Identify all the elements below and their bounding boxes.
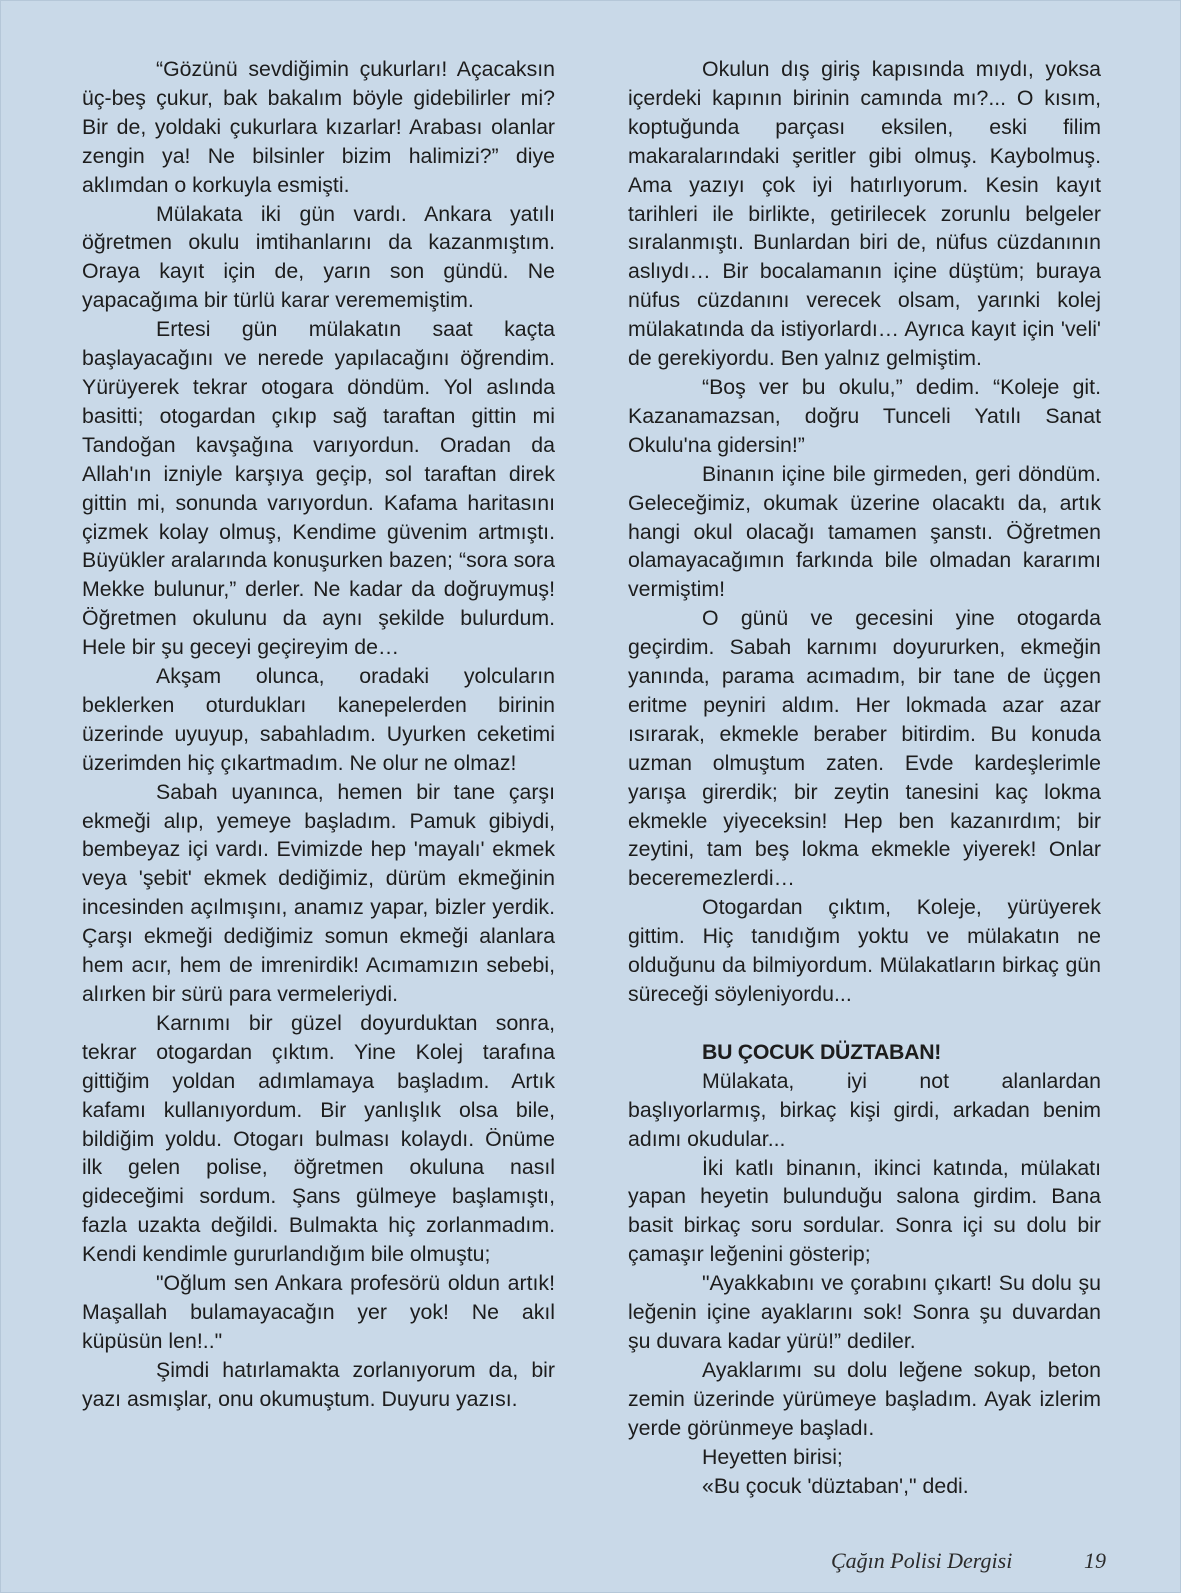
left-column <box>82 55 555 1414</box>
paragraph: “Gözünü sevdiğimin çukurları! Açacaksın üç-beş çukur, bak bakalım böyle gidebilirler mi? Bir de, yoldaki çukurlara kızarlar! Arabası olanlar zengin ya! Ne bilsinler bizim halimizi?” diye aklımdan o korkuyla esmişti. <box>82 57 555 197</box>
paragraph: Ayaklarımı su dolu leğene sokup, beton zemin üzerinde yürümeye başladım. Ayak izlerim yerde görünmeye başladı. <box>628 1357 1101 1440</box>
paragraph: Mülakata, iyi not alanlardan başlıyorlarmış, birkaç kişi girdi, arkadan benim adımı okudular... <box>628 1068 1101 1151</box>
paragraph: "Oğlum sen Ankara profesörü oldun artık! Maşallah bulamayacağın yer yok! Ne akıl küpüsün len!.." <box>82 1271 555 1353</box>
paragraph: "Ayakkabını ve çorabını çıkart! Su dolu şu leğenin içine ayaklarını sok! Sonra şu duvardan şu duvara kadar yürü!” dediler. <box>628 1271 1101 1353</box>
paragraph: Otogardan çıktım, Koleje, yürüyerek gittim. Hiç tanıdığım yoktu ve mülakatın ne olduğunu da bilmiyordum. Mülakatların birkaç gün süreceği söyleniyordu... <box>628 895 1101 1006</box>
paragraph: Heyetten birisi; <box>702 1444 843 1469</box>
paragraph: Ertesi gün mülakatın saat kaçta başlayacağını ve nerede yapılacağını öğrendim. Yürüyerek tekrar otogara döndüm. Yol aslında basitti; otogardan çıkıp sağ taraftan gittin mi Tandoğan kavşağına varıyordun. Oradan da Allah'ın izniyle karşıya geçip, sol taraftan direk gittin mi, sonunda varıyordun. Kafama haritasını çizmek kolay olmuş, Kendime güvenim artmıştı. Büyükler aralarında konuşurken bazen; “sora sora Mekke bulunur,” derler. Ne kadar da doğruymuş! Öğretmen okulunu da aynı şekilde bulurdum. Hele bir şu geceyi geçireyim de… <box>82 317 555 660</box>
footer-magazine-name: Çağın Polisi Dergisi <box>831 1548 1013 1573</box>
footer-page-number: 19 <box>1084 1548 1106 1573</box>
paragraph: «Bu çocuk 'düztaban'," dedi. <box>702 1473 969 1498</box>
right-column <box>628 55 1101 1500</box>
paragraph: Sabah uyanınca, hemen bir tane çarşı ekmeği alıp, yemeye başladım. Pamuk gibiydi, bembeyaz içi vardı. Evimizde hep 'mayalı' ekmek veya 'şebit' ekmek dediğimiz, dürüm ekmeğinin incesinden açılmışını, anamız yapar, bizler yerdik. Çarşı ekmeği dediğimiz somun ekmeği alanlara hem acır, hem de imrenirdik! Acımamızın sebebi, alırken bir sürü para vermeleriydi. <box>82 779 555 1006</box>
paragraph: Akşam olunca, oradaki yolcuların beklerken oturdukları kanepelerden birinin üzerinde uyuyup, sabahladım. Uyurken ceketimi üzerimden hiç çıkartmadım. Ne olur ne olmaz! <box>82 664 555 775</box>
paragraph: “Boş ver bu okulu,” dedim. “Koleje git. Kazanamazsan, doğru Tunceli Yatılı Sanat Okulu'na gidersin!” <box>628 374 1101 457</box>
paragraph: Binanın içine bile girmeden, geri döndüm. Geleceğimiz, okumak üzerine olacaktı da, artık hangi okul olacağı tamamen şanstı. Öğretmen olamayacağımın farkında bile olmadan kararımı vermiştim! <box>628 461 1101 602</box>
paragraph: O günü ve gecesini yine otogarda geçirdim. Sabah karnımı doyururken, ekmeğin yanında, parama acımadım, bir tane de üçgen eritme peyniri aldım. Her lokmada azar azar ısırarak, ekmekle beraber bitirdim. Bu konuda uzman olmuştum zaten. Evde kardeşlerimle yarışa girerdik; bir zeytin tanesini kaç lokma ekmekle yiyeceksin! Hep ben kazanırdım; bir zeytini, tam beş lokma ekmekle yiyerek! Onlar beceremezlerdi… <box>628 606 1101 891</box>
paragraph: Karnımı bir güzel doyurduktan sonra, tekrar otogardan çıktım. Yine Kolej tarafına gittiğim yoldan adımlamaya başladım. Artık kafamı kullanıyordum. Bir yanlışlık olsa bile, bildiğim yoldu. Otogarı bulması kolaydı. Önüme ilk gelen polise, öğretmen okuluna nasıl gideceğimi sordum. Şans gülmeye başlamıştı, fazla uzakta değildi. Bulmakta hiç zorlanmadım. Kendi kendimle gururlandığım bile olmuştu; <box>82 1010 555 1267</box>
section-heading: BU ÇOCUK DÜZTABAN! <box>702 1039 942 1064</box>
paragraph: Okulun dış giriş kapısında mıydı, yoksa içerdeki kapının birinin camında mı?... O kısım, koptuğunda parçası eksilen, eski filim makaralarındaki şeritler gibi olmuş. Kaybolmuş. Ama yazıyı çok iyi hatırlıyorum. Kesin kayıt tarihleri ile birlikte, getirilecek zorunlu belgeler sıralanmıştı. Bunlardan biri de, nüfus cüzdanının aslıydı… Bir bocalamanın içine düştüm; buraya nüfus cüzdanını verecek olsam, yarınki kolej mülakatında da istiyorlardı… Ayrıca kayıt için 'veli' de gerekiyordu. Ben yalnız gelmiştim. <box>628 57 1101 371</box>
paragraph: Şimdi hatırlamakta zorlanıyorum da, bir yazı asmışlar, onu okumuştum. Duyuru yazısı. <box>82 1357 555 1411</box>
paragraph: Mülakata iki gün vardı. Ankara yatılı öğretmen okulu imtihanlarını da kazanmıştım. Oraya kayıt için de, yarın son gündü. Ne yapacağıma bir türlü karar verememiştim. <box>82 201 555 313</box>
paragraph: İki katlı binanın, ikinci katında, mülakatı yapan heyetin bulunduğu salona girdim. Bana basit birkaç soru sordular. Sonra içi su dolu bir çamaşır leğenini gösterip; <box>628 1155 1101 1267</box>
